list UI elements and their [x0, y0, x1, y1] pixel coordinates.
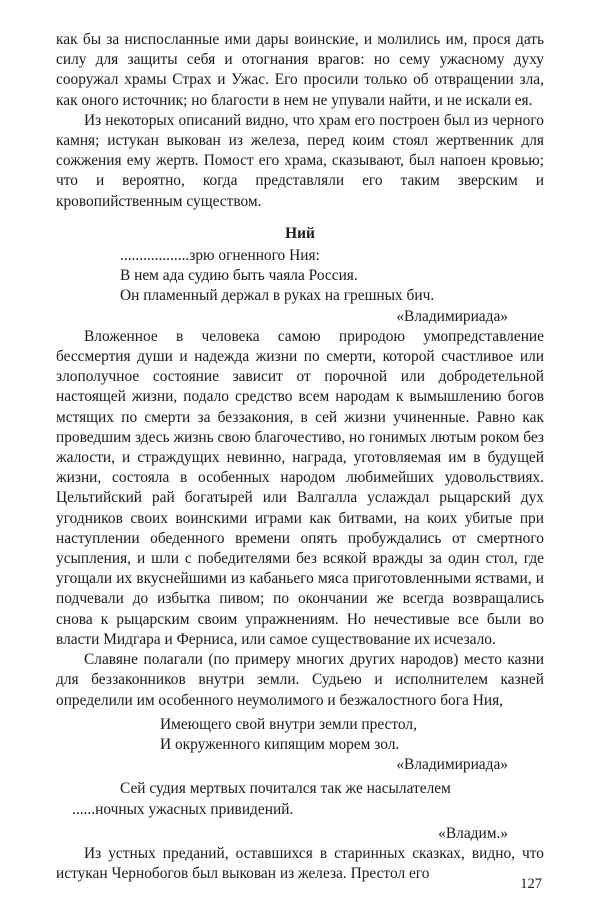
- verse-attribution: «Владимириада»: [396, 307, 508, 325]
- quote-attribution: «Владим.»: [438, 824, 508, 842]
- verse-line: Он пламенный держал в руках на грешных бич.: [120, 287, 435, 305]
- verse-line: ..................зрю огненного Ния:: [120, 247, 320, 265]
- verse-line: В нем ада судию быть чаяла Россия.: [120, 267, 358, 285]
- page-text: [56, 30, 544, 884]
- paragraph-2: Из некоторых описаний видно, что храм его построен был из черного камня; истукан выкован из железа, перед коим стоял жертвенник для сожжения ему жертв. Помост его храма, сказывают, был напоен кровью; что и вероятно, когда представляли его таким зверским и кровопийственным существом.: [56, 111, 544, 210]
- paragraph-5: Из устных преданий, оставшихся в старинных сказках, видно, что истукан Чернобогов был выкован из железа. Престол его: [56, 844, 544, 883]
- verse-quote: [56, 715, 544, 755]
- page-number: 127: [520, 876, 542, 892]
- verse-line: И окруженного кипящим морем зол.: [160, 735, 400, 753]
- paragraph-3: Вложенное в человека самою природою умопредставление бессмертия души и надежда жизни по смерти, которой счастливое или злополучное состояние зависит от порочной или добродетельной настоящей жизни, подало средство всем народам к вымышлению богов мстящих по смерти за беззакония, в сей жизни учиненные. Равно как проведшим здесь жизнь свою благочестиво, но гонимых лютым роком без жалости, и страждущих невинно, награда, уготовляемая им в будущей жизни, состояла в особенных народом любимейших удовольствиях. Цельтийский рай богатырей или Валгалла услаждал рыцарский дух угодников своих воинскими играми как битвами, на коих убитые при наступлении обеденного времени опять пробуждались от смертного усыпления, и шли с победителями без всякой вражды за один стол, где угощали их вкуснейшими из кабаньего мяса приготовленными яствами, и подчевали до избытка пивом; по окончании же всегда возвращались снова к рыцарским своим упражнениям. Но нечестивые все были во власти Мидгара и Ферниса, или самое существование их исчезало.: [56, 327, 544, 648]
- verse-line: Имеющего свой внутри земли престол,: [160, 715, 417, 733]
- quote-line: ......ночных ужасных привидений.: [72, 800, 294, 818]
- section-heading: Ний: [285, 224, 315, 242]
- paragraph-4: Славяне полагали (по примеру многих других народов) место казни для беззаконников внутри земли. Судьею и исполнителем казней определили им особенного неумолимого и безжалостного бога Ния,: [56, 651, 544, 709]
- paragraph-1: как бы за ниспосланные ими дары воинские, и молились им, прося дать силу для защиты себя и отогнания врагов: но сему ужасному духу сооружал храмы Страх и Ужас. Его просили только об отвращении зла, как оного источник; но благости в нем не упували найти, и не искали ея.: [56, 31, 544, 109]
- quote-lines: [56, 779, 544, 819]
- verse-epigraph: [56, 246, 544, 307]
- verse-attribution: «Владимириада»: [396, 756, 508, 774]
- quote-line: Сей судия мертвых почитался так же насылателем: [120, 780, 451, 798]
